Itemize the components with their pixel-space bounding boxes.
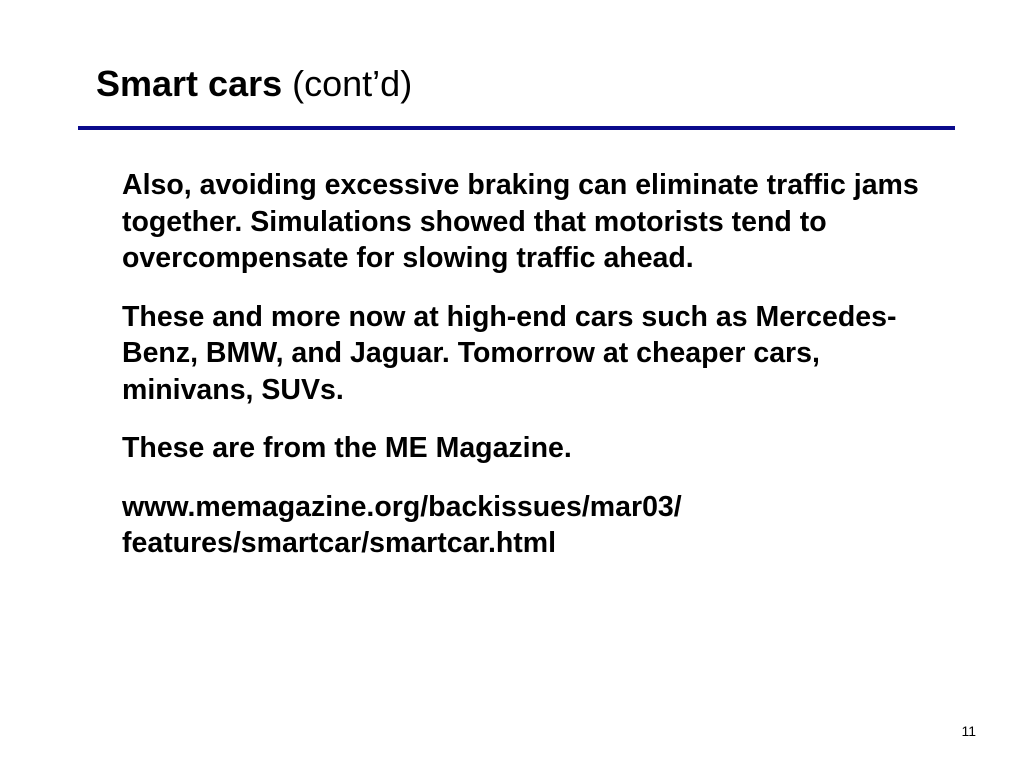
url-line-1: www.memagazine.org/backissues/mar03/: [122, 490, 682, 523]
slide-title: [96, 62, 412, 106]
body-paragraph-source: These are from the ME Magazine.: [122, 432, 572, 464]
slide-title-suffix: (cont’d): [292, 63, 413, 104]
body-paragraph-braking: Also, avoiding excessive braking can eliminate traffic jams together. Simulations showed that motorists tend to overcompensate for slowing traffic ahead.: [122, 169, 919, 274]
body-paragraph-high-end-cars: These and more now at high-end cars such as Mercedes-Benz, BMW, and Jaguar. Tomorrow at cheaper cars, minivans, SUVs.: [122, 300, 897, 406]
title-divider: [78, 126, 955, 130]
slide-title-main: Smart cars: [96, 63, 283, 104]
page-number: 11: [961, 723, 976, 739]
body-paragraph-url: [122, 489, 922, 562]
url-line-2: features/smartcar/smartcar.html: [122, 527, 557, 559]
slide-body: [122, 167, 922, 584]
